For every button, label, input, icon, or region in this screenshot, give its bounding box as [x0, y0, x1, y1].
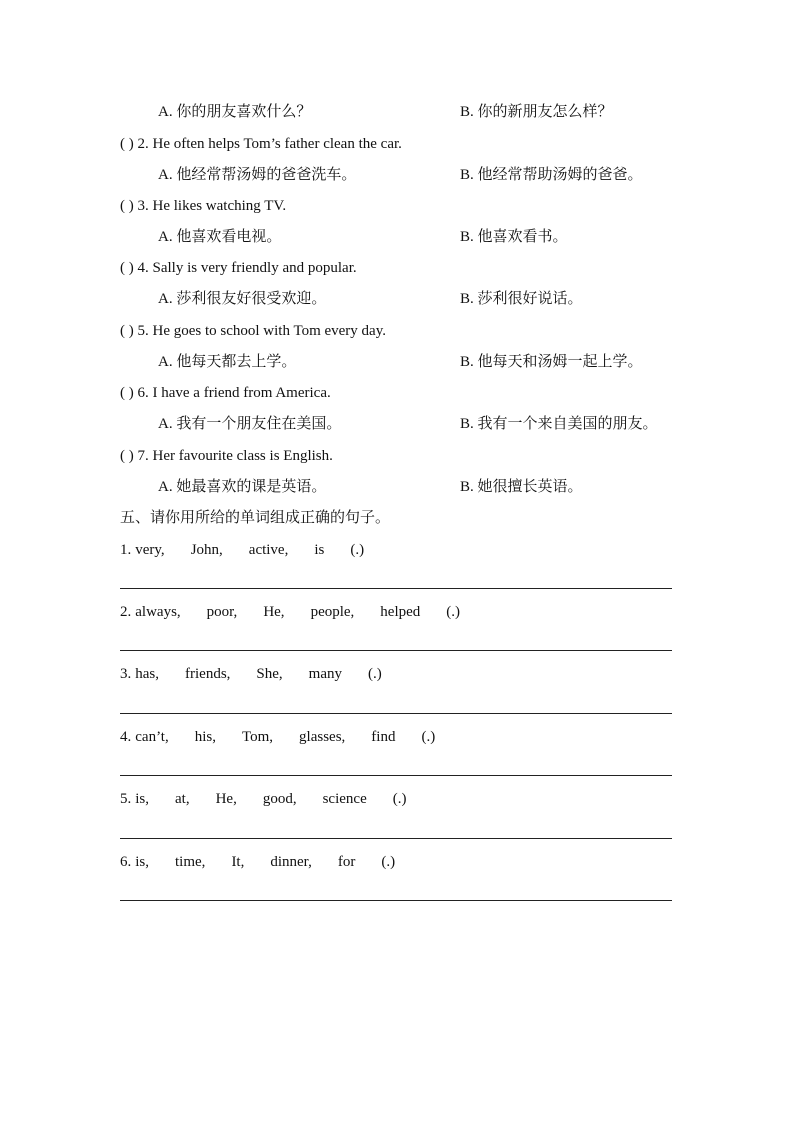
section-5-title: 五、请你用所给的单词组成正确的句子。 [120, 510, 391, 526]
word: (.) [350, 542, 365, 558]
word: (.) [446, 604, 461, 620]
word: friends, [185, 666, 231, 682]
word: has, [135, 666, 159, 682]
word: is, [135, 791, 150, 807]
word: John, [190, 542, 223, 558]
question-2-option-a: A. 他经常帮汤姆的爸爸洗车。 [158, 167, 357, 183]
question-3-prompt: ( ) 3. He likes watching TV. [120, 198, 287, 214]
word: find [371, 729, 396, 745]
word: He, [215, 791, 237, 807]
question-7-option-b: B. 她很擅长英语。 [460, 479, 583, 495]
word: Tom, [241, 729, 274, 745]
question-3-option-a: A. 他喜欢看电视。 [158, 229, 282, 245]
word: helped [380, 604, 421, 620]
word: It, [231, 854, 245, 870]
answer-line-6[interactable] [120, 900, 672, 901]
word: very, [135, 542, 165, 558]
reorder-item-1 [120, 540, 390, 560]
word: at, [175, 791, 190, 807]
item-number: 1. [120, 542, 132, 558]
question-6-option-a: A. 我有一个朋友住在美国。 [158, 416, 342, 432]
answer-line-4[interactable] [120, 775, 672, 776]
item-number: 2. [120, 604, 132, 620]
word: people, [310, 604, 355, 620]
question-2-prompt: ( ) 2. He often helps Tom’s father clean the car. [120, 136, 402, 152]
word: science [322, 791, 367, 807]
reorder-item-3 [120, 664, 408, 684]
word: many [308, 666, 342, 682]
word: (.) [392, 791, 407, 807]
question-2-option-b: B. 他经常帮助汤姆的爸爸。 [460, 167, 643, 183]
item-number: 4. [120, 729, 132, 745]
question-5-option-b: B. 他每天和汤姆一起上学。 [460, 354, 643, 370]
word: glasses, [299, 729, 346, 745]
word: dinner, [270, 854, 312, 870]
question-5-prompt: ( ) 5. He goes to school with Tom every day. [120, 323, 386, 339]
item-number: 3. [120, 666, 132, 682]
word: always, [135, 604, 181, 620]
question-6-prompt: ( ) 6. I have a friend from America. [120, 385, 331, 401]
word: (.) [381, 854, 396, 870]
word: She, [256, 666, 283, 682]
answer-line-5[interactable] [120, 838, 672, 839]
answer-line-3[interactable] [120, 713, 672, 714]
question-7-prompt: ( ) 7. Her favourite class is English. [120, 448, 333, 464]
question-7-option-a: A. 她最喜欢的课是英语。 [158, 479, 327, 495]
reorder-item-5 [120, 789, 432, 809]
word: time, [175, 854, 206, 870]
reorder-item-2 [120, 602, 486, 622]
word: can’t, [135, 729, 169, 745]
word: (.) [367, 666, 382, 682]
word: his, [194, 729, 216, 745]
word: active, [248, 542, 289, 558]
word: good, [262, 791, 297, 807]
q1-option-b: B. 你的新朋友怎么样？ [460, 104, 613, 120]
question-3-option-b: B. 他喜欢看书。 [460, 229, 568, 245]
question-4-prompt: ( ) 4. Sally is very friendly and popular. [120, 260, 357, 276]
question-6-option-b: B. 我有一个来自美国的朋友。 [460, 416, 658, 432]
q1-option-a: A. 你的朋友喜欢什么？ [158, 104, 312, 120]
question-4-option-b: B. 莎利很好说话。 [460, 291, 583, 307]
reorder-item-4 [120, 727, 461, 747]
item-number: 5. [120, 791, 132, 807]
word: for [337, 854, 356, 870]
word: (.) [421, 729, 436, 745]
answer-line-2[interactable] [120, 650, 672, 651]
word: poor, [206, 604, 238, 620]
word: is [314, 542, 325, 558]
answer-line-1[interactable] [120, 588, 672, 589]
word: He, [263, 604, 285, 620]
reorder-item-6 [120, 852, 421, 872]
item-number: 6. [120, 854, 132, 870]
question-5-option-a: A. 他每天都去上学。 [158, 354, 297, 370]
question-4-option-a: A. 莎利很友好很受欢迎。 [158, 291, 327, 307]
word: is, [135, 854, 150, 870]
